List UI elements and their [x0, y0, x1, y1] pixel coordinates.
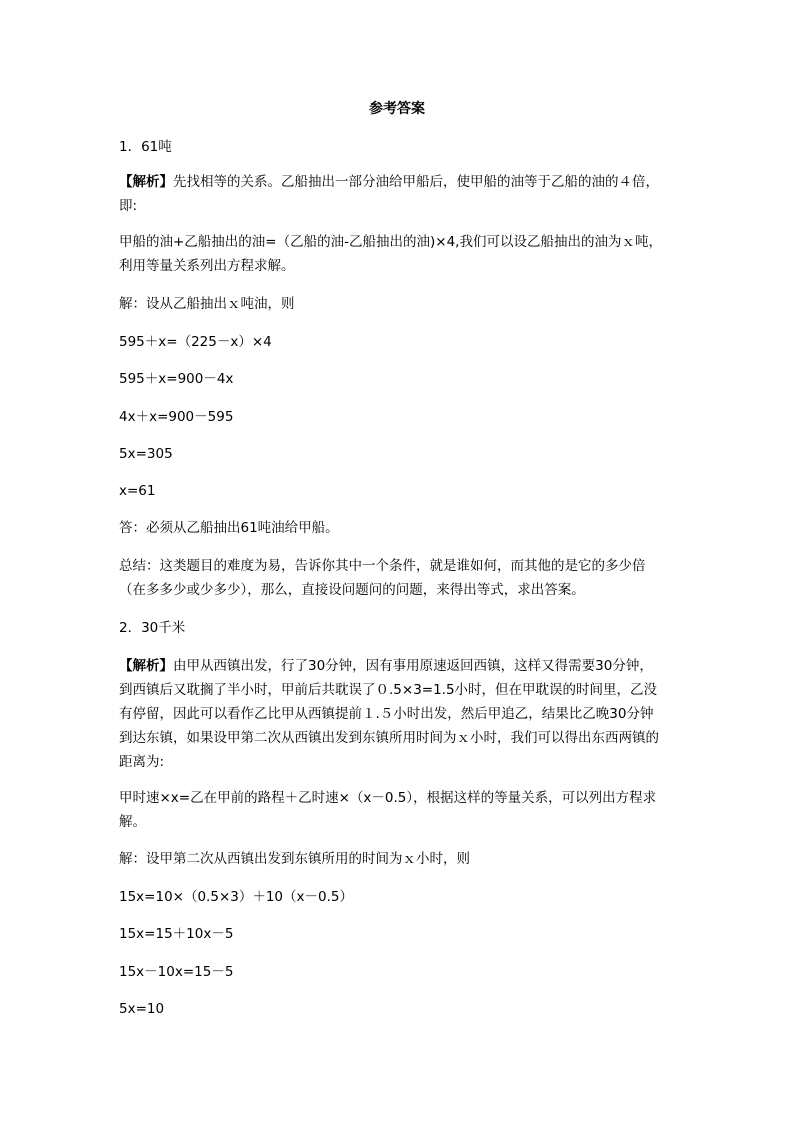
q2-step-3: 15x－10x=15－5 — [119, 964, 234, 980]
q1-step-5: x=61 — [119, 483, 156, 499]
q1-answer: 答：必须从乙船抽出61吨油给甲船。 — [119, 520, 339, 536]
q1-heading: 1．61吨 — [119, 139, 172, 155]
q1-step-4: 5x=305 — [119, 446, 173, 462]
q1-analysis-tag: 【解析】 — [119, 174, 173, 190]
q1-solution-intro: 解：设从乙船抽出ｘ吨油，则 — [119, 296, 295, 312]
q2-analysis-line-4: 到达东镇，如果设甲第二次从西镇出发到东镇所用时间为ｘ小时，我们可以得出东西两镇的 — [119, 730, 659, 746]
q2-analysis-tag: 【解析】 — [119, 658, 173, 674]
q2-analysis-line-3: 有停留，因此可以看作乙比甲从西镇提前１.５小时出发，然后甲追乙，结果比乙晚30分钟 — [119, 706, 654, 722]
q2-analysis-line-2: 到西镇后又耽搁了半小时，甲前后共耽误了０.5×3=1.5小时，但在甲耽误的时间里，乙没 — [119, 682, 658, 698]
q2-analysis-text: 由甲从西镇出发，行了30分钟，因有事用原速返回西镇，这样又得需要30分钟， — [173, 658, 653, 674]
q1-summary-line-1: 总结：这类题目的难度为易，告诉你其中一个条件，就是谁如何，而其他的是它的多少倍 — [119, 558, 646, 574]
q2-analysis-line-1 — [119, 654, 679, 678]
q2-step-4: 5x=10 — [119, 1001, 165, 1017]
page-title: 参考答案 — [369, 101, 425, 117]
q2-relation-line-1: 甲时速×x=乙在甲前的路程＋乙时速×（x－0.5），根据这样的等量关系，可以列出方程求 — [119, 790, 657, 806]
q2-solution-intro: 解：设甲第二次从西镇出发到东镇所用的时间为ｘ小时，则 — [119, 851, 470, 867]
q1-analysis-line-2: 即: — [119, 198, 138, 214]
q2-step-2: 15x=15＋10x－5 — [119, 926, 234, 942]
q1-relation-line-1: 甲船的油+乙船抽出的油=（乙船的油-乙船抽出的油)×4,我们可以设乙船抽出的油为ｘ吨， — [119, 234, 662, 250]
q1-analysis-line-1 — [119, 170, 679, 194]
q1-step-3: 4x＋x=900－595 — [119, 409, 234, 425]
q2-step-1: 15x=10×（0.5×3）＋10（x－0.5） — [119, 889, 353, 905]
q1-summary-line-2: （在多多少或少多少），那么，直接设问题问的问题，来得出等式，求出答案。 — [119, 582, 585, 598]
q1-analysis-text: 先找相等的关系。乙船抽出一部分油给甲船后，使甲船的油等于乙船的油的４倍， — [173, 174, 659, 190]
q1-step-2: 595＋x=900－4x — [119, 371, 234, 387]
q2-relation-line-2: 解。 — [119, 814, 146, 830]
q2-analysis-line-5: 距离为: — [119, 754, 165, 770]
q1-step-1: 595＋x=（225－x）×4 — [119, 334, 272, 350]
q2-heading: 2．30千米 — [119, 620, 186, 636]
q1-relation-line-2: 利用等量关系列出方程求解。 — [119, 258, 295, 274]
